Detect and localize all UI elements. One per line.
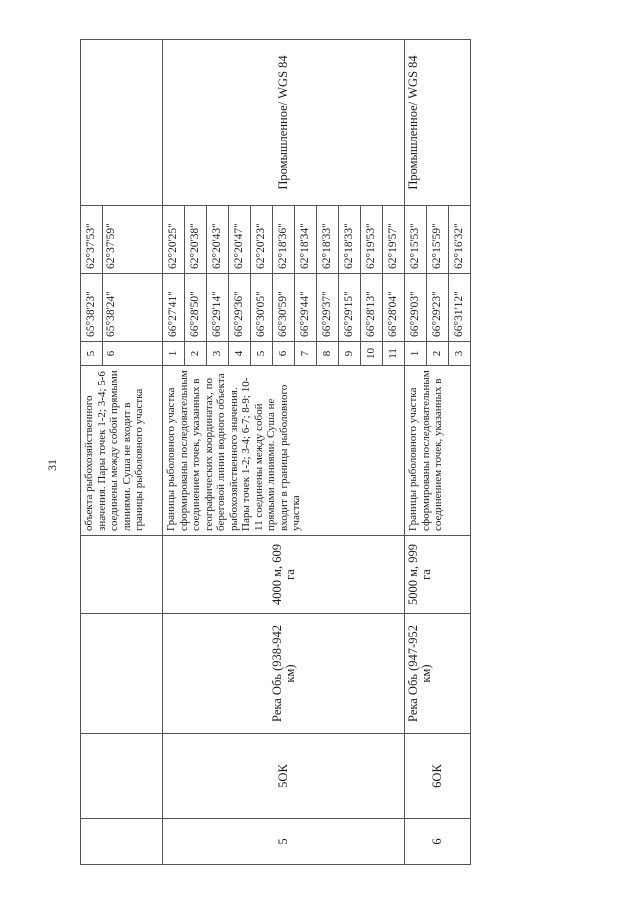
longitude-value: 62°19'57": [383, 206, 405, 274]
longitude-value: 62°20'47": [229, 206, 251, 274]
cell-name: Река Обь (938-942 км): [163, 614, 405, 734]
longitude-value: 62°15'59": [427, 206, 449, 274]
point-number: 8: [317, 342, 339, 366]
latitude-value: 66°29'14": [207, 274, 229, 342]
cell-name: Река Обь (947-952 км): [405, 614, 471, 734]
longitude-value: 62°20'25": [163, 206, 185, 274]
latitude-value: 66°30'05": [251, 274, 273, 342]
point-number: 7: [295, 342, 317, 366]
longitude-value: 62°18'36": [273, 206, 295, 274]
cell-index: 6: [405, 819, 471, 865]
point-number: 2: [185, 342, 207, 366]
longitude-value: 62°20'23": [251, 206, 273, 274]
cell-description-cont: объекта рыбохозяйственного значения. Пары точек 1-2; 3-4; 5-6 соединены между собой прямыми линиями. Суша не входит в границы рыболовного участка: [81, 366, 163, 536]
latitude-value: 66°31'12": [449, 274, 471, 342]
cell-name-cont: [81, 614, 163, 734]
point-number: 3: [449, 342, 471, 366]
table-row-5: [163, 40, 185, 865]
table-row-continuation: [81, 40, 103, 865]
point-number: 5: [251, 342, 273, 366]
longitude-value: 62°18'33": [339, 206, 361, 274]
latitude-value: 66°28'50": [185, 274, 207, 342]
cell-purpose-cont: [81, 40, 163, 206]
longitude-value: 62°15'53": [405, 206, 427, 274]
point-number: 11: [383, 342, 405, 366]
point-number: 4: [229, 342, 251, 366]
cell-size: 4000 м, 609 га: [163, 536, 405, 614]
cell-description: Границы рыболовного участка сформированы последовательным соединением точек, указанных в: [405, 366, 471, 536]
cell-code: 6ОК: [405, 734, 471, 819]
point-number: 6: [273, 342, 295, 366]
latitude-value: 66°29'36": [229, 274, 251, 342]
point-number: 6: [103, 342, 163, 366]
point-number: 1: [405, 342, 427, 366]
cell-index: 5: [163, 819, 405, 865]
cell-size-cont: [81, 536, 163, 614]
point-number: 9: [339, 342, 361, 366]
longitude-value: 62°20'43": [207, 206, 229, 274]
point-number: 1: [163, 342, 185, 366]
longitude-value: 62°37'59": [103, 206, 163, 274]
latitude-value: 66°29'23": [427, 274, 449, 342]
longitude-value: 62°37'53": [81, 206, 103, 274]
latitude-value: 66°29'37": [317, 274, 339, 342]
cell-purpose: Промышленное/ WGS 84: [163, 40, 405, 206]
longitude-value: 62°20'38": [185, 206, 207, 274]
point-number: 2: [427, 342, 449, 366]
cell-purpose: Промышленное/ WGS 84: [405, 40, 471, 206]
point-number: 5: [81, 342, 103, 366]
point-number: 10: [361, 342, 383, 366]
latitude-value: 65°38'23": [81, 274, 103, 342]
latitude-value: 65°38'24": [103, 274, 163, 342]
latitude-value: 66°28'13": [361, 274, 383, 342]
longitude-value: 62°18'33": [317, 206, 339, 274]
latitude-value: 66°29'44": [295, 274, 317, 342]
longitude-value: 62°18'34": [295, 206, 317, 274]
cell-code: 5ОК: [163, 734, 405, 819]
latitude-value: 66°29'15": [339, 274, 361, 342]
cell-code-cont: [81, 734, 163, 819]
longitude-value: 62°19'53": [361, 206, 383, 274]
latitude-value: 66°28'04": [383, 274, 405, 342]
table-row-6: [405, 40, 427, 865]
page-number: 31: [45, 459, 59, 471]
cell-index-cont: [81, 819, 163, 865]
longitude-value: 62°16'32": [449, 206, 471, 274]
fishing-areas-table: [80, 39, 471, 865]
latitude-value: 66°29'03": [405, 274, 427, 342]
cell-size: 5000 м, 999 га: [405, 536, 471, 614]
cell-description: Границы рыболовного участка сформированы последовательным соединением точек, указанных в географических координатах, по береговой линии водного объекта рыбохозяйственного значения. Пары точек 1-2; 3-4; 6-7; 8-9; 10-11 соединены между собой прямыми линиями. Суша не входит в границы рыболовного участка: [163, 366, 405, 536]
latitude-value: 66°27'41": [163, 274, 185, 342]
latitude-value: 66°30'59": [273, 274, 295, 342]
point-number: 3: [207, 342, 229, 366]
